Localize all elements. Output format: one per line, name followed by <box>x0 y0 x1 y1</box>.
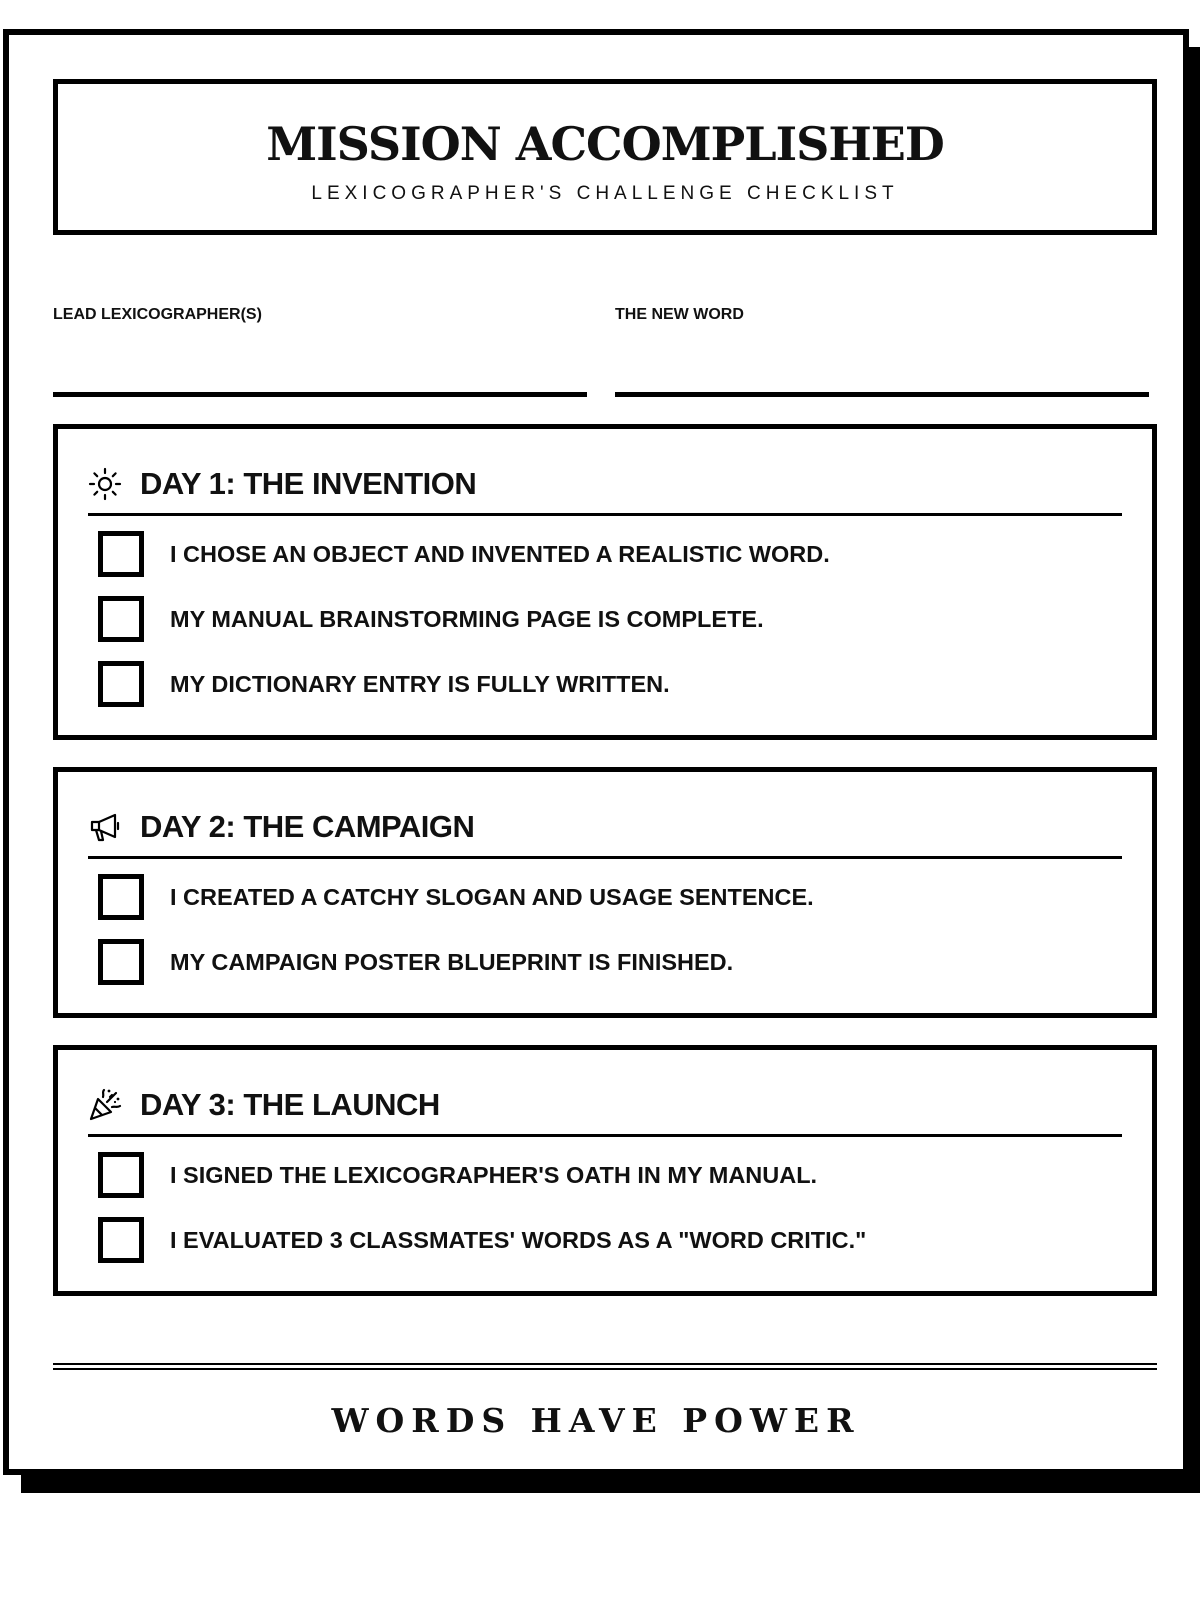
checkbox[interactable] <box>98 1152 144 1198</box>
page-subtitle: LEXICOGRAPHER'S CHALLENGE CHECKLIST <box>311 183 899 204</box>
checklist-item-label: I CREATED A CATCHY SLOGAN AND USAGE SENTENCE. <box>170 884 814 910</box>
checklist-item-label: MY DICTIONARY ENTRY IS FULLY WRITTEN. <box>170 671 670 697</box>
checklist-item <box>98 661 1122 709</box>
checklist-item <box>98 874 1122 922</box>
checkbox[interactable] <box>98 661 144 707</box>
checkbox[interactable] <box>98 531 144 577</box>
footer-divider <box>53 1363 1157 1370</box>
section-header <box>88 802 1122 859</box>
new-word-label: THE NEW WORD <box>615 306 744 323</box>
section-header <box>88 459 1122 516</box>
checklist-item-label: I SIGNED THE LEXICOGRAPHER'S OATH IN MY MANUAL. <box>170 1162 818 1188</box>
title-box <box>53 79 1157 235</box>
day-1-section <box>53 424 1157 740</box>
megaphone-icon <box>88 810 122 844</box>
checklist-sheet <box>3 29 1189 1475</box>
sun-icon <box>88 467 122 501</box>
footer-tagline: WORDS HAVE POWER <box>331 1401 861 1440</box>
lead-lexicographer-label: LEAD LEXICOGRAPHER(S) <box>53 306 262 323</box>
section-header <box>88 1080 1122 1137</box>
checklist-item-label: MY MANUAL BRAINSTORMING PAGE IS COMPLETE. <box>170 606 764 632</box>
day-2-section <box>53 767 1157 1018</box>
checklist-item-label: MY CAMPAIGN POSTER BLUEPRINT IS FINISHED. <box>170 949 734 975</box>
checklist-item <box>98 939 1122 987</box>
day-3-section <box>53 1045 1157 1296</box>
checkbox[interactable] <box>98 1217 144 1263</box>
checklist-item <box>98 531 1122 579</box>
section-title: DAY 2: THE CAMPAIGN <box>140 809 475 844</box>
checklist-item-label: I CHOSE AN OBJECT AND INVENTED A REALISTIC WORD. <box>170 541 830 567</box>
party-popper-icon <box>88 1088 122 1122</box>
checkbox[interactable] <box>98 939 144 985</box>
section-title: DAY 3: THE LAUNCH <box>140 1087 440 1122</box>
page-title: MISSION ACCOMPLISHED <box>266 117 944 171</box>
checklist-item <box>98 596 1122 644</box>
checklist-item <box>98 1217 1122 1265</box>
lead-lexicographer-field[interactable] <box>53 392 587 397</box>
checklist-item <box>98 1152 1122 1200</box>
checkbox[interactable] <box>98 596 144 642</box>
checkbox[interactable] <box>98 874 144 920</box>
section-title: DAY 1: THE INVENTION <box>140 466 477 501</box>
new-word-field[interactable] <box>615 392 1149 397</box>
checklist-item-label: I EVALUATED 3 CLASSMATES' WORDS AS A "WORD CRITIC." <box>170 1227 867 1253</box>
